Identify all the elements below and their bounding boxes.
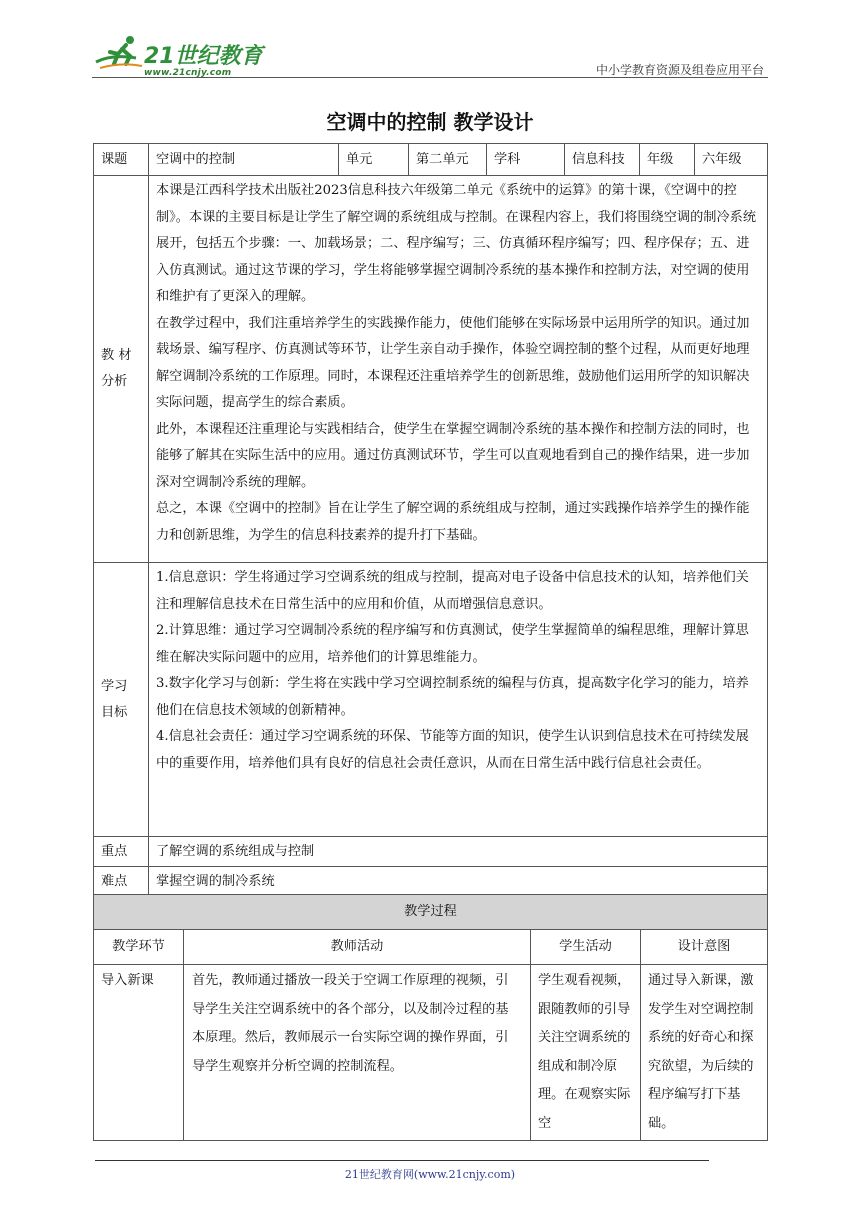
difficulty-value: 掌握空调的制冷系统 <box>149 867 768 897</box>
objectives-row <box>94 563 768 837</box>
objectives-content <box>149 563 768 837</box>
analysis-paragraph: 在教学过程中，我们注重培养学生的实践操作能力，使他们能够在实际场景中运用所学的知识。通过加载场景、编写程序、仿真测试等环节，让学生亲自动手操作，体验空调控制的整个过程，从而更好地理解空调制冷系统的工作原理。同时，本课程还注重培养学生的创新思维，鼓励他们运用所学的知识解决实际问题，提高学生的综合素质。 <box>156 315 750 410</box>
footer-text[interactable]: 21世纪教育网(www.21cnjy.com) <box>344 1168 516 1181</box>
analysis-content <box>149 176 768 563</box>
key-point-value: 了解空调的系统组成与控制 <box>149 837 768 867</box>
grade-value: 六年级 <box>695 144 768 176</box>
lesson-info-table <box>93 143 768 897</box>
process-teacher-activity: 首先，教师通过播放一段关于空调工作原理的视频，引导学生关注空调系统中的各个部分，以及制冷过程的基本原理。然后，教师展示一台实际空调的操作界面，引导学生观察并分析空调的控制流程。 <box>184 965 531 1141</box>
process-header-row <box>94 930 768 965</box>
objectives-label: 学习 目标 <box>94 563 149 837</box>
header-teacher: 教师活动 <box>184 930 531 965</box>
grade-label: 年级 <box>640 144 695 176</box>
info-row <box>94 144 768 176</box>
header-student: 学生活动 <box>531 930 641 965</box>
analysis-row <box>94 176 768 563</box>
objective-item: 3.数字化学习与创新：学生将在实践中学习空调控制系统的编程与仿真，提高数字化学习的能力，培养他们在信息技术领域的创新精神。 <box>156 676 749 718</box>
unit-label: 单元 <box>339 144 409 176</box>
analysis-label: 教 材 分析 <box>94 176 149 563</box>
process-section-title: 教学过程 <box>94 895 768 930</box>
objective-item: 4.信息社会责任：通过学习空调系统的环保、节能等方面的知识，使学生认识到信息技术在可持续发展中的重要作用，培养他们具有良好的信息社会责任意识，从而在日常生活中践行信息社会责任。 <box>156 729 749 771</box>
process-stage: 导入新课 <box>94 965 184 1141</box>
page-header <box>92 30 768 80</box>
process-row <box>94 965 768 1141</box>
teaching-process-table <box>93 894 768 1141</box>
subject-label: 学科 <box>487 144 565 176</box>
analysis-paragraph: 本课是江西科学技术出版社2023信息科技六年级第二单元《系统中的运算》的第十课，《空调中的控制》。本课的主要目标是让学生了解空调的系统组成与控制。在课程内容上，我们将围绕空调的制冷系统展开，包括五个步骤：一、加载场景；二、程序编写；三、仿真循环程序编写；四、程序保存；五、进入仿真测试。通过这节课的学习，学生将能够掌握空调制冷系统的基本操作和控制方法，对空调的使用和维护有了更深入的理解。 <box>156 183 757 304</box>
difficulty-label: 难点 <box>94 867 149 897</box>
objective-item: 2.计算思维：通过学习空调制冷系统的程序编写和仿真测试，使学生掌握简单的编程思维，理解计算思维在解决实际问题中的应用，培养他们的计算思维能力。 <box>156 623 749 665</box>
footer-divider <box>95 1160 709 1161</box>
analysis-paragraph: 总之，本课《空调中的控制》旨在让学生了解空调的系统组成与控制，通过实践操作培养学生的操作能力和创新思维，为学生的信息科技素养的提升打下基础。 <box>156 501 750 543</box>
logo-url: www.21cnjy.com <box>144 68 232 78</box>
subject-value: 信息科技 <box>565 144 640 176</box>
site-logo[interactable] <box>92 32 292 78</box>
analysis-paragraph: 此外，本课程还注重理论与实践相结合，使学生在掌握空调制冷系统的基本操作和控制方法的同时，也能够了解其在实际生活中的应用。通过仿真测试环节，学生可以直观地看到自己的操作结果，进一步加深对空调制冷系统的理解。 <box>156 421 750 490</box>
page-title: 空调中的控制 教学设计 <box>326 110 534 134</box>
objective-item: 1.信息意识：学生将通过学习空调系统的组成与控制，提高对电子设备中信息技术的认知，培养他们关注和理解信息技术在日常生活中的应用和价值，从而增强信息意识。 <box>156 570 749 612</box>
process-student-activity: 学生观看视频，跟随教师的引导关注空调系统的组成和制冷原理。在观察实际空 <box>531 965 641 1141</box>
lesson-value: 空调中的控制 <box>149 144 339 176</box>
difficulty-row <box>94 867 768 897</box>
key-point-label: 重点 <box>94 837 149 867</box>
header-divider <box>92 77 768 78</box>
svg-text:21世纪教育: 21世纪教育 <box>144 44 263 69</box>
lesson-label: 课题 <box>94 144 149 176</box>
unit-value: 第二单元 <box>409 144 487 176</box>
process-intent: 通过导入新课，激发学生对空调控制系统的好奇心和探究欲望，为后续的程序编写打下基础。 <box>641 965 768 1141</box>
process-section-row <box>94 895 768 930</box>
header-intent: 设计意图 <box>641 930 768 965</box>
platform-tagline: 中小学教育资源及组卷应用平台 <box>595 63 764 77</box>
key-point-row <box>94 837 768 867</box>
header-stage: 教学环节 <box>94 930 184 965</box>
